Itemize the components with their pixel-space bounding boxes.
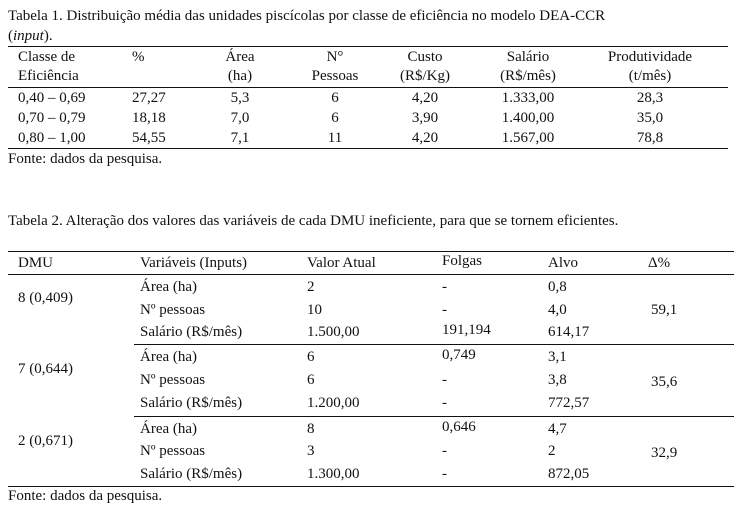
table1-header-custo-l1: Custo bbox=[407, 49, 443, 65]
table2-cell-folga: - bbox=[442, 395, 447, 411]
table1-caption bbox=[8, 6, 605, 26]
table2-top-rule bbox=[8, 251, 734, 252]
table1-cell-prod: 28,3 bbox=[636, 90, 664, 106]
table2-cell-var: Salário (R$/mês) bbox=[140, 466, 243, 482]
table1-cell-custo: 4,20 bbox=[411, 90, 439, 106]
table1-header-classe-l1: Classe de bbox=[18, 49, 76, 65]
table2-delta: 32,9 bbox=[651, 445, 678, 461]
table1-header-area-l1: Área bbox=[225, 49, 255, 65]
table1-header-area-l2: (ha) bbox=[227, 68, 253, 84]
table1-cell-classe: 0,40 – 0,69 bbox=[18, 90, 86, 106]
table2-cell-folga: 0,749 bbox=[442, 347, 476, 363]
table2-cell-var: Salário (R$/mês) bbox=[140, 395, 243, 411]
table2-cell-alvo: 4,0 bbox=[548, 302, 567, 318]
table1-header-pct: % bbox=[132, 49, 145, 65]
table2-cell-valor: 1.300,00 bbox=[307, 466, 360, 482]
table1-cell-area: 7,0 bbox=[230, 110, 250, 126]
table1-header-sal-l2: (R$/mês) bbox=[500, 68, 556, 84]
table2-header-delta: Δ% bbox=[648, 255, 671, 271]
table1-cell-pct: 18,18 bbox=[132, 110, 166, 126]
table2-cell-valor: 10 bbox=[307, 302, 322, 318]
table2-source: Fonte: dados da pesquisa. bbox=[8, 488, 163, 504]
table2-cell-valor: 2 bbox=[307, 279, 315, 295]
table1-cell-pct: 54,55 bbox=[132, 130, 166, 146]
table1-cell-classe: 0,80 – 1,00 bbox=[18, 130, 86, 146]
table1-cell-n: 6 bbox=[331, 90, 339, 106]
table2-group-rule bbox=[134, 344, 734, 345]
table2-cell-folga: - bbox=[442, 443, 447, 459]
table2-cell-var: Salário (R$/mês) bbox=[140, 324, 243, 340]
table2-header-dmu: DMU bbox=[18, 255, 54, 271]
table2-header-alvo: Alvo bbox=[548, 255, 578, 271]
table2-cell-alvo: 0,8 bbox=[548, 279, 567, 295]
table2-cell-valor: 6 bbox=[307, 372, 315, 388]
table1-header-custo-l2: (R$/Kg) bbox=[400, 68, 450, 84]
table2-cell-folga: - bbox=[442, 279, 447, 295]
table1-caption-line2: (input). bbox=[8, 28, 53, 44]
table2-group-rule bbox=[134, 416, 734, 417]
table1-header-n-l2: Pessoas bbox=[311, 68, 359, 84]
table2-cell-valor: 1.200,00 bbox=[307, 395, 360, 411]
table1-cell-n: 11 bbox=[327, 130, 343, 146]
table2-dmu: 2 (0,671) bbox=[18, 433, 73, 449]
table2-header-folgas: Folgas bbox=[442, 253, 483, 269]
table2-cell-alvo: 2 bbox=[548, 443, 556, 459]
table2-cell-alvo: 614,17 bbox=[548, 324, 590, 340]
table1-cell-area: 7,1 bbox=[230, 130, 250, 146]
table2-header-var: Variáveis (Inputs) bbox=[140, 255, 248, 271]
table2-cell-var: Área (ha) bbox=[140, 421, 198, 437]
table2-cell-valor: 3 bbox=[307, 443, 315, 459]
table1-header-prod-l2: (t/mês) bbox=[628, 68, 672, 84]
table2-delta: 35,6 bbox=[651, 374, 678, 390]
table2-cell-valor: 6 bbox=[307, 349, 315, 365]
table1-cell-sal: 1.567,00 bbox=[501, 130, 555, 146]
table2-cell-folga: - bbox=[442, 372, 447, 388]
table1-caption-text: Tabela 1. Distribuição média das unidades piscícolas por classe de eficiência no modelo DEA-CCR bbox=[8, 8, 606, 24]
table1-cell-n: 6 bbox=[331, 110, 339, 126]
table2-cell-var: Nº pessoas bbox=[140, 443, 206, 459]
table1-cell-custo: 4,20 bbox=[411, 130, 439, 146]
table1-source: Fonte: dados da pesquisa. bbox=[8, 151, 163, 167]
table1-cell-prod: 78,8 bbox=[636, 130, 664, 146]
table1-cell-pct: 27,27 bbox=[132, 90, 166, 106]
table2-cell-var: Área (ha) bbox=[140, 349, 198, 365]
table1-cell-sal: 1.400,00 bbox=[501, 110, 555, 126]
table1-header-n-l1: N° bbox=[326, 49, 344, 65]
table2-cell-var: Nº pessoas bbox=[140, 302, 206, 318]
table1-cell-custo: 3,90 bbox=[411, 110, 439, 126]
table2-cell-folga: - bbox=[442, 466, 447, 482]
table2-cell-alvo: 772,57 bbox=[548, 395, 590, 411]
table2-cell-alvo: 872,05 bbox=[548, 466, 590, 482]
table2-cell-alvo: 3,1 bbox=[548, 349, 567, 365]
table2-dmu: 8 (0,409) bbox=[18, 290, 73, 306]
table1-cell-area: 5,3 bbox=[230, 90, 250, 106]
table1-cell-sal: 1.333,00 bbox=[501, 90, 555, 106]
table2-cell-alvo: 3,8 bbox=[548, 372, 567, 388]
table2-cell-alvo: 4,7 bbox=[548, 421, 567, 437]
table1-header-prod-l1: Produtividade bbox=[607, 49, 693, 65]
table2-header-rule bbox=[8, 274, 734, 275]
table1-header-classe-l2: Eficiência bbox=[18, 68, 79, 84]
table2-cell-folga: - bbox=[442, 302, 447, 318]
table2-cell-var: Área (ha) bbox=[140, 279, 198, 295]
table2-delta: 59,1 bbox=[651, 302, 678, 318]
table1-header-sal-l1: Salário bbox=[506, 49, 550, 65]
table1-caption-input: input bbox=[13, 28, 44, 44]
table2-header-valor: Valor Atual bbox=[307, 255, 376, 271]
table2-cell-folga: 0,646 bbox=[442, 419, 476, 435]
table2-cell-folga: 191,194 bbox=[442, 322, 491, 338]
table2-dmu: 7 (0,644) bbox=[18, 361, 73, 377]
table2-cell-valor: 1.500,00 bbox=[307, 324, 360, 340]
table1-cell-prod: 35,0 bbox=[636, 110, 664, 126]
table2-cell-valor: 8 bbox=[307, 421, 315, 437]
table1-cell-classe: 0,70 – 0,79 bbox=[18, 110, 86, 126]
table2-caption: Tabela 2. Alteração dos valores das variáveis de cada DMU ineficiente, para que se tornem eficientes. bbox=[8, 213, 619, 229]
table2-cell-var: Nº pessoas bbox=[140, 372, 206, 388]
